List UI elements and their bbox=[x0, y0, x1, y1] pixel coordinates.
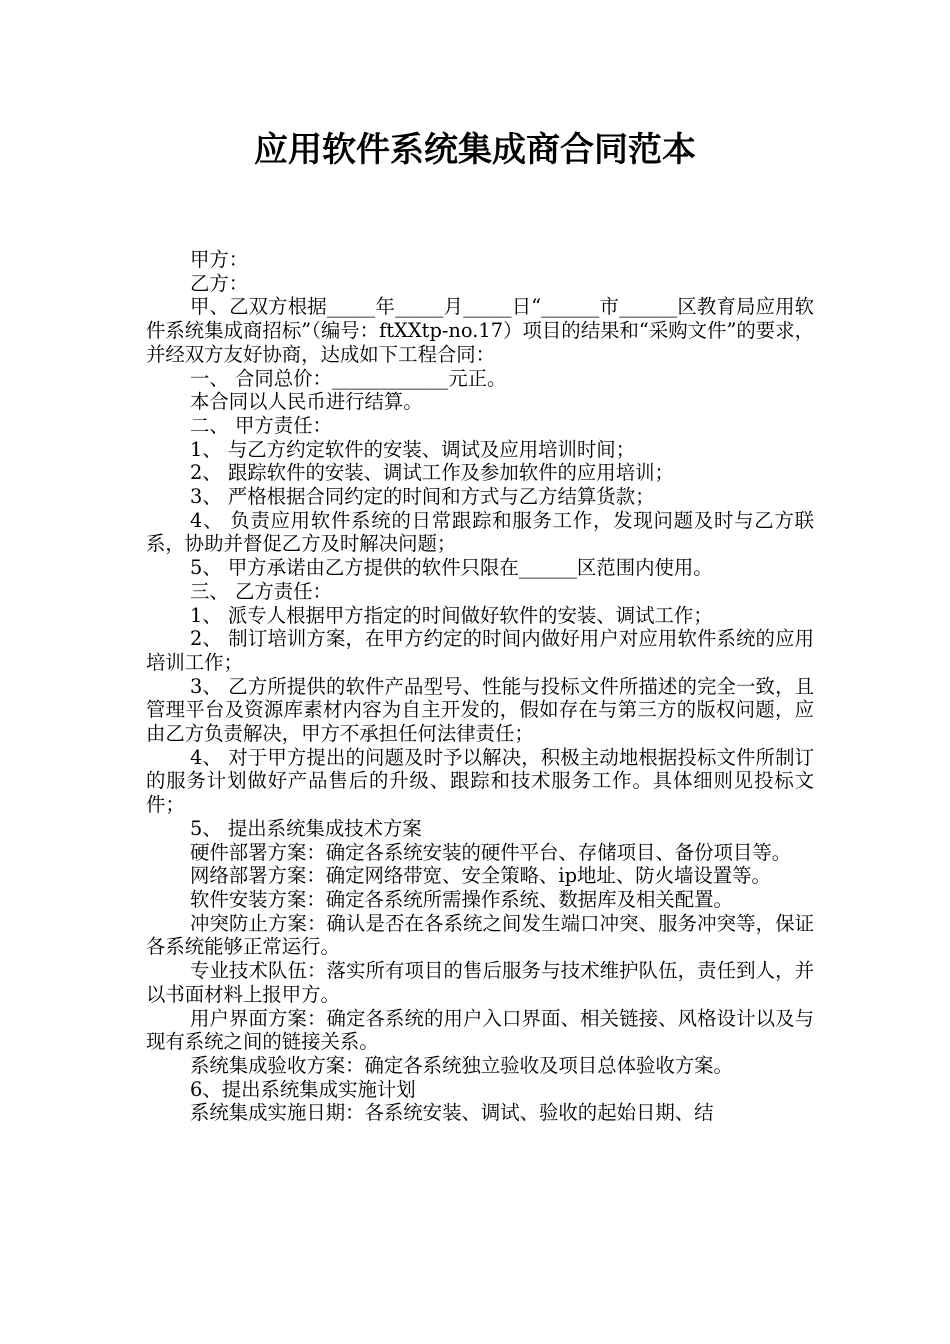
section-2-heading: 二、 甲方责任： bbox=[190, 413, 332, 437]
tech-team-paragraph: 专业技术队伍：落实所有项目的售后服务与技术维护队伍，责任到人，并以书面材料上报甲方。 bbox=[146, 959, 814, 1006]
party-b-item-2: 2、 制订培训方案，在甲方约定的时间内做好用户对应用软件系统的应用培训工作； bbox=[146, 627, 814, 674]
party-b-item-5: 5、 提出系统集成技术方案 bbox=[190, 816, 422, 840]
party-b-item-4: 4、 对于甲方提出的问题及时予以解决，积极主动地根据投标文件所制订的服务计划做好产品售后的升级、跟踪和技术服务工作。具体细则见投标文件； bbox=[146, 745, 814, 817]
party-b-line: 乙方： bbox=[190, 271, 249, 295]
conflict-plan-paragraph: 冲突防止方案：确认是否在各系统之间发生端口冲突、服务冲突等，保证各系统能够正常运行。 bbox=[146, 911, 814, 959]
settlement-paragraph: 本合同以人民币进行结算。 bbox=[190, 390, 423, 414]
implementation-plan-heading: 6、提出系统集成实施计划 bbox=[190, 1077, 416, 1101]
party-b-item-3: 3、 乙方所提供的软件产品型号、性能与投标文件所描述的完全一致，且管理平台及资源库素材内容为自主开发的，假如存在与第三方的版权问题，应由乙方负责解决，甲方不承担任何法律责任； bbox=[146, 674, 814, 746]
section-3-heading: 三、 乙方责任： bbox=[190, 579, 332, 603]
party-b-item-1: 1、 派专人根据甲方指定的时间做好软件的安装、调试工作； bbox=[190, 603, 713, 627]
party-a-item-2: 2、 跟踪软件的安装、调试工作及参加软件的应用培训； bbox=[190, 461, 674, 485]
preamble-paragraph: 甲、乙双方根据_____年_____月_____日“______市______区教育局应用软件系统集成商招标”（编号：ftXXtp-no.17）项目的结果和“采购文件”的要求，并经双方友好协商，达成如下工程合同： bbox=[146, 295, 814, 366]
hardware-plan-paragraph: 硬件部署方案：确定各系统安装的硬件平台、存储项目、备份项目等。 bbox=[190, 840, 792, 864]
network-plan-paragraph: 网络部署方案：确定网络带宽、安全策略、ip地址、防火墙设置等。 bbox=[190, 864, 771, 888]
document-title: 应用软件系统集成商合同范本 bbox=[254, 130, 696, 170]
implementation-date-paragraph: 系统集成实施日期：各系统安装、调试、验收的起始日期、结 bbox=[190, 1101, 714, 1125]
party-a-item-3: 3、 严格根据合同约定的时间和方式与乙方结算货款； bbox=[190, 485, 655, 509]
party-a-item-4: 4、 负责应用软件系统的日常跟踪和服务工作，发现问题及时与乙方联系，协助并督促乙方及时解决问题； bbox=[146, 508, 814, 556]
section-1-heading: 一、 合同总价：____________元正。 bbox=[190, 366, 507, 390]
ui-plan-paragraph: 用户界面方案：确定各系统的用户入口界面、相关链接、风格设计以及与现有系统之间的链接关系。 bbox=[146, 1006, 814, 1054]
party-a-item-5: 5、 甲方承诺由乙方提供的软件只限在______区范围内使用。 bbox=[190, 556, 713, 580]
acceptance-plan-paragraph: 系统集成验收方案：确定各系统独立验收及项目总体验收方案。 bbox=[190, 1053, 733, 1077]
party-a-line: 甲方： bbox=[190, 248, 249, 271]
party-a-item-1: 1、 与乙方约定软件的安装、调试及应用培训时间； bbox=[190, 437, 636, 461]
document-body bbox=[146, 248, 814, 1125]
software-plan-paragraph: 软件安装方案：确定各系统所需操作系统、数据库及相关配置。 bbox=[190, 887, 733, 911]
